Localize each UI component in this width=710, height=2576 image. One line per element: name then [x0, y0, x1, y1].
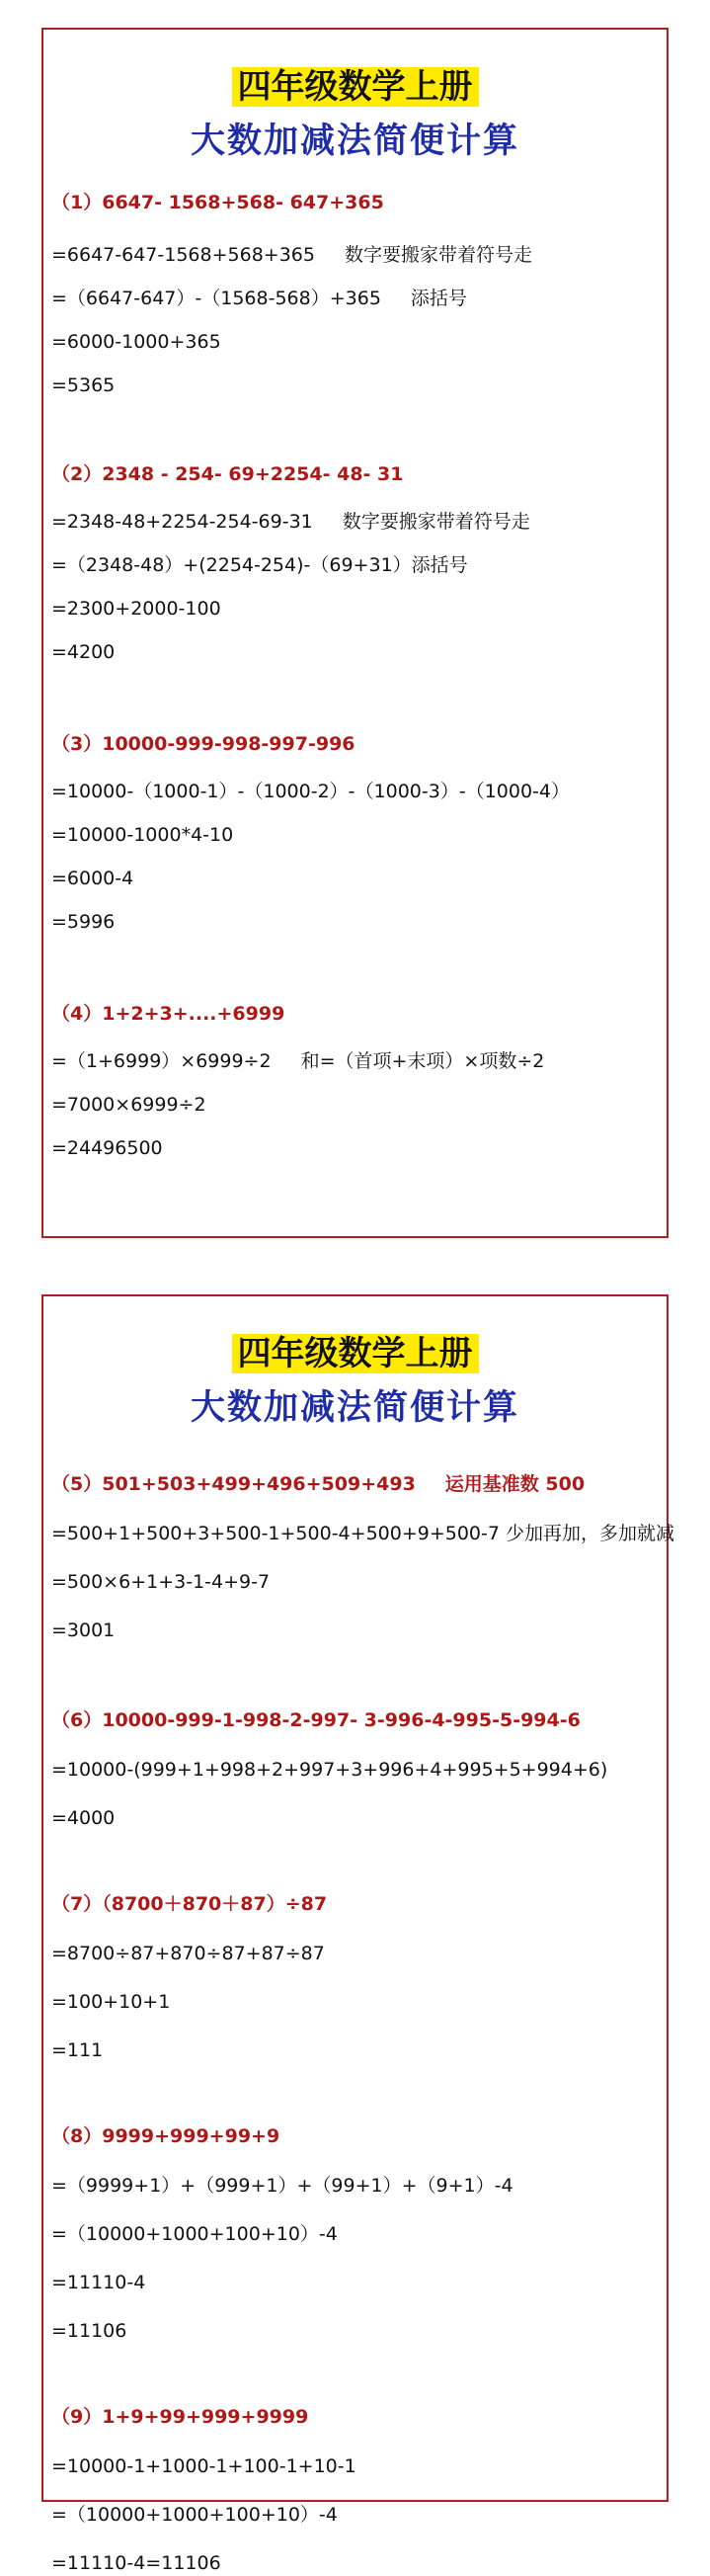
step-note: 添括号	[410, 288, 467, 309]
solution-step	[51, 1941, 325, 1966]
step-note: 数字要搬家带着符号走	[342, 511, 530, 533]
problem-header	[51, 2404, 308, 2430]
worksheet-title: 四年级数学上册	[43, 63, 667, 111]
solution-step	[51, 1805, 115, 1831]
step-expression: =500×6+1+3-1-4+9-7	[51, 1571, 271, 1593]
step-expression: =111	[51, 2039, 104, 2061]
solution-step	[51, 779, 570, 804]
solution-step	[51, 2453, 356, 2479]
problem-header	[51, 1891, 327, 1917]
solution-step	[51, 909, 115, 935]
step-expression: =11110-4	[51, 2272, 146, 2293]
problem-header	[51, 1001, 284, 1027]
solution-step	[51, 2550, 221, 2576]
solution-step	[51, 1092, 206, 1118]
problem-expression: （3）10000-999-998-997-996	[51, 733, 355, 755]
step-expression: =100+10+1	[51, 1991, 171, 2013]
solution-step	[51, 2270, 145, 2295]
step-expression: =11110-4=11106	[51, 2552, 221, 2574]
step-expression: =2300+2000-100	[51, 598, 221, 620]
solution-step	[51, 286, 467, 311]
step-expression: =（6647-647）-（1568-568）+365	[51, 288, 381, 309]
solution-step	[51, 822, 233, 848]
problem-header	[51, 1471, 585, 1497]
solution-step	[51, 373, 115, 398]
solution-step	[51, 1569, 270, 1595]
step-expression: =5996	[51, 911, 116, 933]
solution-step	[51, 639, 115, 665]
step-expression: =4200	[51, 641, 116, 663]
solution-step	[51, 2318, 126, 2344]
step-expression: =（1+6999）×6999÷2	[51, 1050, 272, 1072]
step-expression: =（10000+1000+100+10）-4	[51, 2504, 338, 2526]
solution-step	[51, 1135, 163, 1161]
step-expression: =2348-48+2254-254-69-31	[51, 511, 313, 533]
step-expression: =10000-（1000-1）-（1000-2）-（1000-3）-（1000-4）	[51, 781, 570, 802]
problem-expression: （7）（8700＋870＋87）÷87	[51, 1893, 328, 1915]
solution-step	[51, 1757, 607, 1783]
step-note: 数字要搬家带着符号走	[344, 244, 532, 266]
step-expression: =500+1+500+3+500-1+500-4+500+9+500-7 少加再加，多加就减	[51, 1523, 675, 1544]
step-expression: =3001	[51, 1620, 116, 1641]
solution-step	[51, 329, 221, 355]
step-expression: =6000-1000+365	[51, 331, 221, 353]
step-expression: =8700÷87+870÷87+87÷87	[51, 1943, 325, 1964]
step-expression: =6000-4	[51, 868, 134, 889]
problem-hint: 运用基准数 500	[444, 1473, 586, 1495]
problem-header	[51, 2123, 279, 2149]
solution-step	[51, 2502, 338, 2528]
step-expression: =5365	[51, 374, 116, 396]
step-expression: =（2348-48）+(2254-254)-（69+31）添括号	[51, 554, 468, 576]
solution-step	[51, 552, 468, 578]
step-expression: =10000-1+1000-1+100-1+10-1	[51, 2455, 356, 2477]
solution-step	[51, 2173, 513, 2199]
worksheet-subtitle: 大数加减法简便计算	[190, 121, 519, 161]
problem-expression: （8）9999+999+99+9	[51, 2125, 280, 2147]
problem-expression: （5）501+503+499+496+509+493	[51, 1473, 416, 1495]
problem-header	[51, 731, 355, 757]
worksheet-card-1	[41, 28, 669, 1238]
problem-header	[51, 1707, 581, 1733]
step-expression: =24496500	[51, 1137, 163, 1159]
step-expression: =（10000+1000+100+10）-4	[51, 2223, 338, 2245]
step-expression: =4000	[51, 1807, 116, 1829]
worksheet-subtitle: 大数加减法简便计算	[190, 1387, 519, 1428]
problem-expression: （1）6647- 1568+568- 647+365	[51, 192, 384, 213]
solution-step	[51, 596, 221, 622]
problem-expression: （9）1+9+99+999+9999	[51, 2406, 309, 2428]
solution-step	[51, 1618, 115, 1643]
step-expression: =6647-647-1568+568+365	[51, 244, 315, 266]
worksheet-card-2	[41, 1294, 675, 2574]
step-expression: =7000×6999÷2	[51, 1094, 206, 1116]
problem-expression: （2）2348 - 254- 69+2254- 48- 31	[51, 463, 404, 485]
solution-step	[51, 2037, 103, 2063]
worksheet-title: 四年级数学上册	[43, 1330, 667, 1377]
solution-step	[51, 866, 133, 891]
step-expression: =10000-(999+1+998+2+997+3+996+4+995+5+994+6)	[51, 1759, 608, 1781]
solution-step	[51, 1048, 544, 1074]
problem-expression: （4）1+2+3+....+6999	[51, 1003, 285, 1025]
step-note: 和=（首项+末项）×项数÷2	[300, 1050, 545, 1072]
solution-step	[51, 1989, 170, 2015]
problem-header	[51, 461, 404, 487]
problem-header	[51, 190, 384, 215]
solution-step	[51, 242, 532, 268]
solution-step	[51, 2221, 338, 2247]
problem-expression: （6）10000-999-1-998-2-997- 3-996-4-995-5-994-6	[51, 1709, 581, 1731]
solution-step	[51, 509, 530, 535]
step-expression: =10000-1000*4-10	[51, 824, 234, 846]
step-expression: =11106	[51, 2320, 127, 2342]
step-expression: =（9999+1）+（999+1）+（99+1）+（9+1）-4	[51, 2175, 513, 2197]
solution-step	[51, 1521, 674, 1546]
